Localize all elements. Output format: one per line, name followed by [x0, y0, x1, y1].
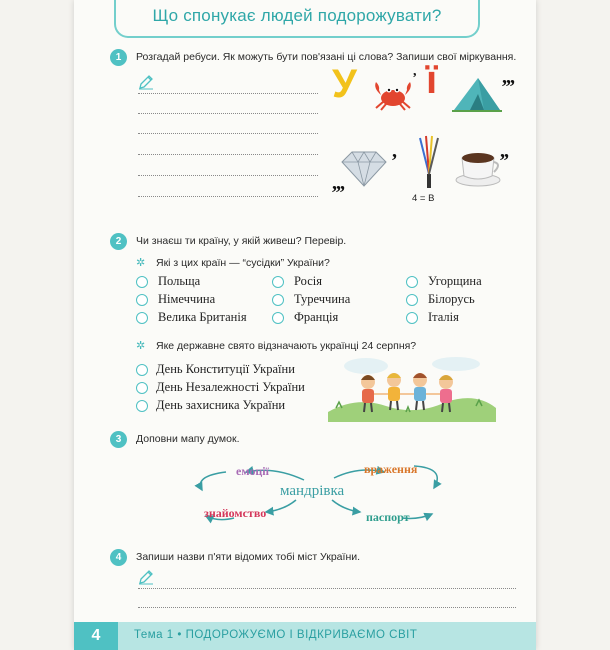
- children-illustration: [326, 356, 498, 424]
- answer-line-1-6[interactable]: [138, 196, 318, 197]
- coffee-cup-icon: [454, 144, 504, 188]
- radio-country-9[interactable]: [406, 312, 418, 324]
- diamond-icon: [336, 148, 392, 188]
- rebus-comma-crab: ,: [413, 64, 416, 79]
- task-number-3: 3: [110, 431, 127, 448]
- radio-country-4[interactable]: [136, 294, 148, 306]
- title-frame: [114, 0, 480, 38]
- task-2-question: Чи знаєш ти країну, у якій живеш? Перевір.: [136, 235, 347, 247]
- footer-topic: Тема 1 • ПОДОРОЖУЄМО І ВІДКРИВАЄМО СВІТ: [134, 629, 418, 641]
- rebus-letter-u: У: [332, 62, 357, 106]
- radio-country-6[interactable]: [406, 294, 418, 306]
- country-label: Велика Британія: [158, 310, 247, 324]
- answer-line-4-1[interactable]: [138, 588, 516, 589]
- radio-holiday-1[interactable]: [136, 364, 148, 376]
- star-icon: ✲: [136, 257, 146, 269]
- pencil-icon: [138, 569, 154, 585]
- task-1-question: Розгадай ребуси. Як можуть бути пов'язані ці слова? Запиши свої міркування.: [136, 51, 517, 63]
- task-4-question: Запиши назви п'яти відомих тобі міст України.: [136, 551, 361, 563]
- task-2-sub-question-2: Яке державне свято відзначають українці 24 серпня?: [156, 340, 417, 352]
- wires-icon: [414, 134, 444, 190]
- rebus-equation: 4 = В: [412, 193, 435, 204]
- radio-country-1[interactable]: [136, 276, 148, 288]
- task-number-2: 2: [110, 233, 127, 250]
- mind-word-impressions: враження: [364, 462, 418, 476]
- mind-map-center: мандрівка: [280, 483, 345, 499]
- radio-country-7[interactable]: [136, 312, 148, 324]
- answer-line-1-4[interactable]: [138, 154, 318, 155]
- country-label: Франція: [294, 310, 339, 324]
- mind-word-acquaintance: знайомство: [204, 506, 267, 520]
- crab-icon: [370, 78, 416, 112]
- tent-icon: [450, 74, 504, 114]
- radio-country-8[interactable]: [272, 312, 284, 324]
- rebus-commas-tent: ,,,: [502, 66, 514, 88]
- star-icon: ✲: [136, 340, 146, 352]
- rebus-commas-left: ,,,: [332, 172, 344, 194]
- country-label: Росія: [294, 274, 322, 288]
- arrow-curve-left: [200, 472, 226, 490]
- country-label: Німеччина: [158, 292, 216, 306]
- holiday-label: День Конституції України: [156, 362, 295, 376]
- mind-word-passport: паспорт: [366, 510, 410, 524]
- radio-holiday-2[interactable]: [136, 382, 148, 394]
- workbook-page: [74, 0, 536, 650]
- task-number-4: 4: [110, 549, 127, 566]
- page-number: 4: [74, 622, 118, 650]
- mind-word-emotions: емоції: [236, 464, 269, 478]
- country-label: Білорусь: [428, 292, 475, 306]
- answer-line-1-5[interactable]: [138, 175, 318, 176]
- page-title: Що спонукає людей подорожувати?: [152, 6, 442, 25]
- task-2-sub-question-1: Які з цих країн — “сусідки” України?: [156, 257, 330, 269]
- arrow-to-acquaintance: [266, 500, 296, 512]
- radio-country-2[interactable]: [272, 276, 284, 288]
- footer-bar: [74, 622, 536, 650]
- radio-country-3[interactable]: [406, 276, 418, 288]
- radio-country-5[interactable]: [272, 294, 284, 306]
- country-label: Угорщина: [428, 274, 482, 288]
- rebus-commas-right: ,,: [500, 140, 508, 162]
- rebus-letter-i: ї: [426, 58, 438, 102]
- answer-line-1-1[interactable]: [138, 93, 318, 94]
- country-label: Польща: [158, 274, 201, 288]
- answer-line-4-2[interactable]: [138, 607, 516, 608]
- pencil-icon: [138, 74, 154, 90]
- holiday-label: День Незалежності України: [156, 380, 305, 394]
- rebus-comma-mid: ,: [392, 140, 396, 162]
- country-label: Італія: [428, 310, 459, 324]
- answer-line-1-3[interactable]: [138, 133, 318, 134]
- task-3-question: Доповни мапу думок.: [136, 433, 240, 445]
- country-label: Туреччина: [294, 292, 351, 306]
- arrow-curve-right: [414, 466, 437, 488]
- arrow-to-passport: [332, 500, 360, 512]
- radio-holiday-3[interactable]: [136, 400, 148, 412]
- holiday-label: День захисника України: [156, 398, 286, 412]
- task-number-1: 1: [110, 49, 127, 66]
- answer-line-1-2[interactable]: [138, 113, 318, 114]
